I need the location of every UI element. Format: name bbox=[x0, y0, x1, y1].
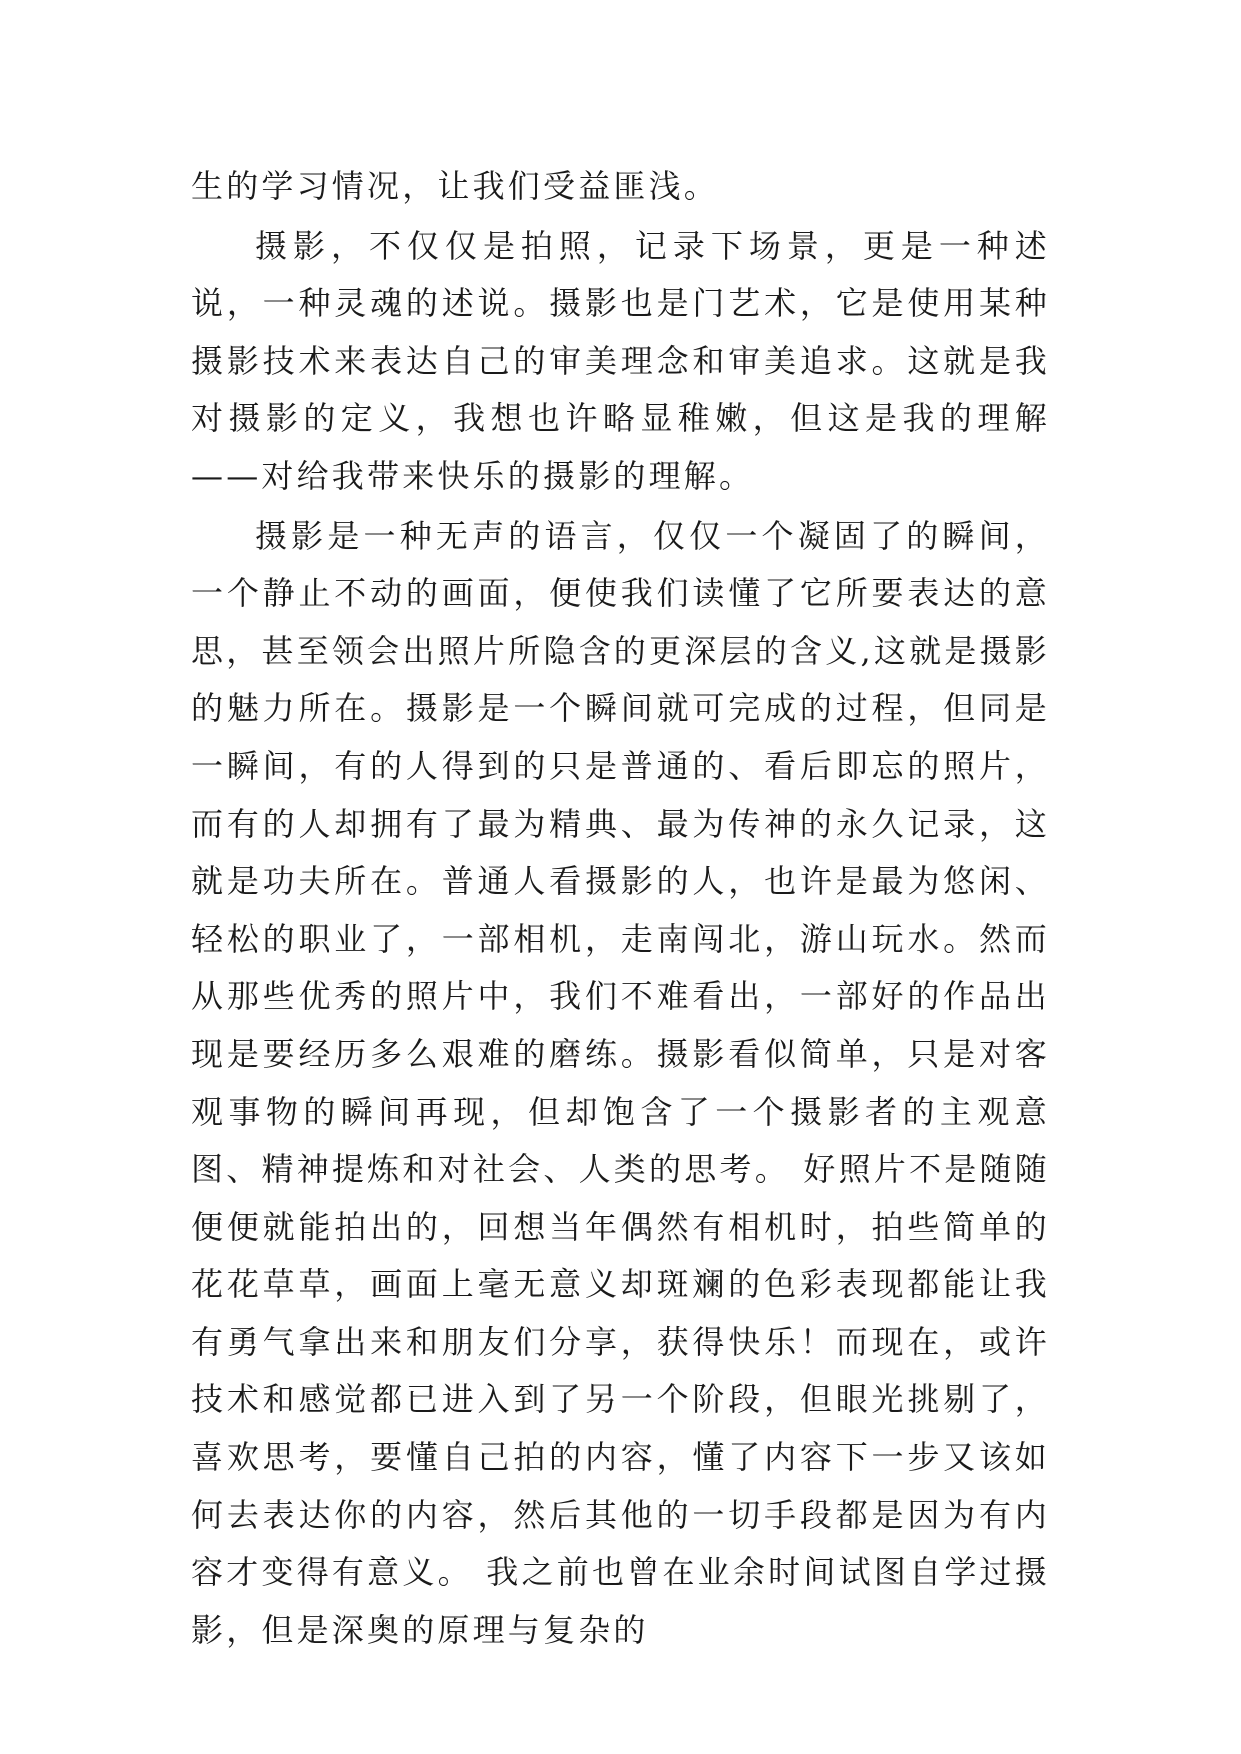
document-body bbox=[191, 158, 1050, 1661]
paragraph-photography-definition: 摄影，不仅仅是拍照，记录下场景，更是一种述说，一种灵魂的述说。摄影也是门艺术，它是使用某种摄影技术来表达自己的审美理念和审美追求。这就是我对摄影的定义，我想也许略显稚嫩，但这是我的理解——对给我带来快乐的摄影的理解。 bbox=[191, 226, 1050, 495]
paragraph-continuation: 生的学习情况，让我们受益匪浅。 bbox=[191, 167, 720, 205]
paragraph-photography-language: 摄影是一种无声的语言，仅仅一个凝固了的瞬间，一个静止不动的画面，便使我们读懂了它所要表达的意思，甚至领会出照片所隐含的更深层的含义,这就是摄影的魅力所在。摄影是一个瞬间就可完成的过程，但同是一瞬间，有的人得到的只是普通的、看后即忘的照片，而有的人却拥有了最为精典、最为传神的永久记录，这就是功夫所在。普通人看摄影的人，也许是最为悠闲、轻松的职业了，一部相机，走南闯北，游山玩水。然而从那些优秀的照片中，我们不难看出，一部好的作品出现是要经历多么艰难的磨练。摄影看似简单，只是对客观事物的瞬间再现，但却饱含了一个摄影者的主观意图、精神提炼和对社会、人类的思考。 好照片不是随随便便就能拍出的，回想当年偶然有相机时，拍些简单的花花草草，画面上毫无意义却斑斓的色彩表现都能让我有勇气拿出来和朋友们分享，获得快乐！而现在，或许技术和感觉都已进入到了另一个阶段，但眼光挑剔了，喜欢思考，要懂自己拍的内容，懂了内容下一步又该如何去表达你的内容，然后其他的一切手段都是因为有内容才变得有意义。 我之前也曾在业余时间试图自学过摄影，但是深奥的原理与复杂的 bbox=[191, 516, 1050, 1649]
